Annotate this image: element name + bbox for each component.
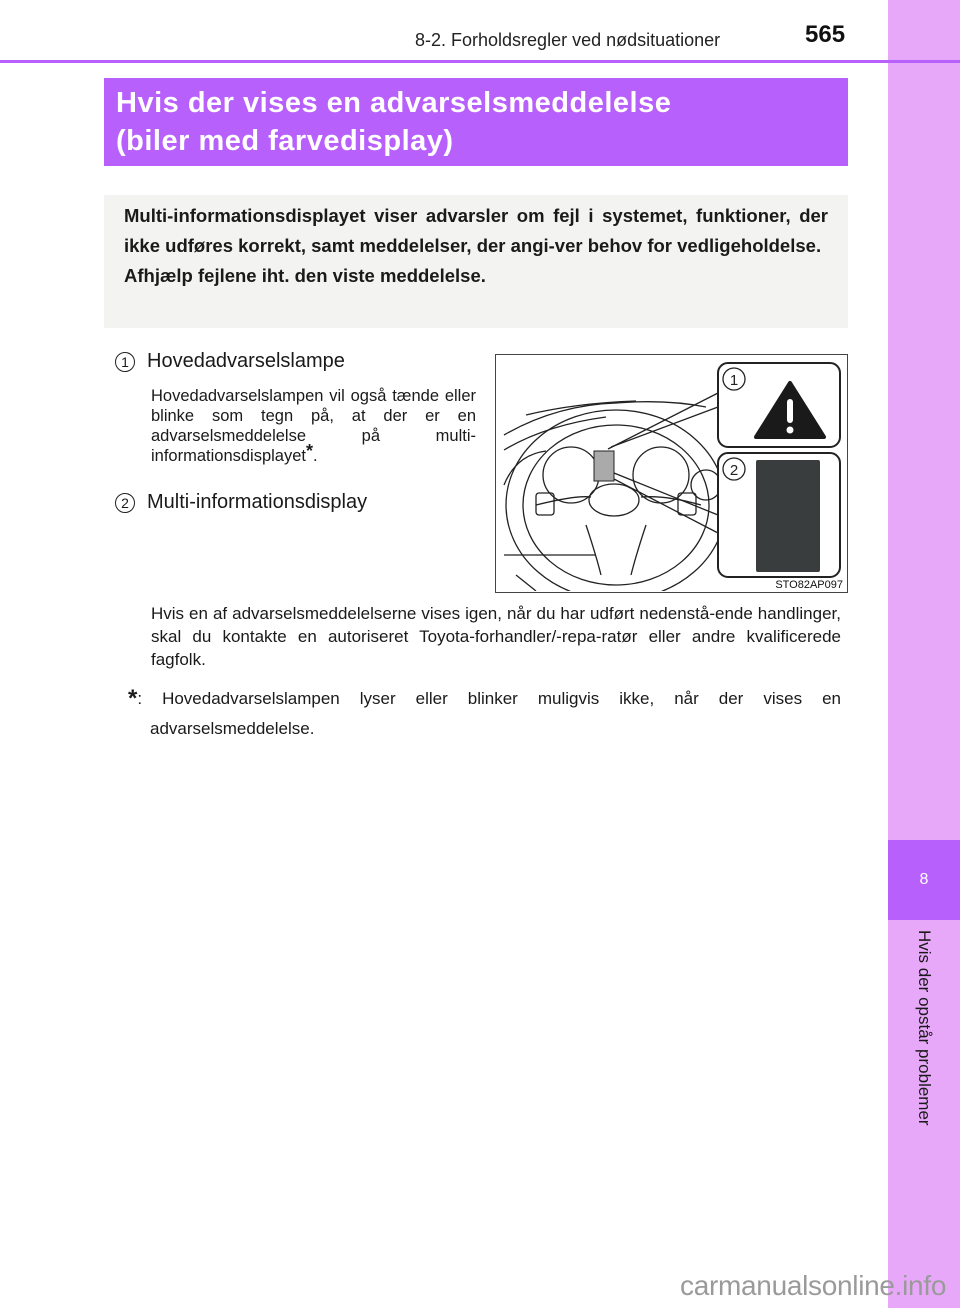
intro-box xyxy=(104,195,848,328)
footnote-line-2: advarselsmeddelelse. xyxy=(150,719,315,738)
footnote-star: * xyxy=(128,685,138,712)
chapter-number-tab xyxy=(888,840,960,920)
chapter-title: Hvis der opstår problemer xyxy=(915,930,934,1126)
title-line-2: (biler med farvedisplay) xyxy=(116,125,454,157)
footnote-marker: * xyxy=(306,441,314,461)
item-2-title xyxy=(115,491,367,514)
item-1-description xyxy=(151,386,476,466)
item-1-desc-end: . xyxy=(313,447,318,465)
footnote-line-1: : Hovedadvarselslampen lyser eller blinker muligvis ikke, når der vises en xyxy=(137,689,841,708)
item-1-label: Hovedadvarselslampe xyxy=(147,350,345,372)
footnote xyxy=(128,684,841,744)
body-paragraph: Hvis en af advarselsmeddelelserne vises igen, når du har udført nedenstå-ende handlinger, skal du kontakte en autoriseret Toyota-forhandler/-repa-ratør eller andre kvalificerede fagfolk. xyxy=(151,604,841,669)
section-header: 8-2. Forholdsregler ved nødsituationer xyxy=(415,30,721,50)
item-1-title xyxy=(115,350,345,373)
steering-wheel-dashboard-icon xyxy=(496,355,846,591)
page-number: 565 xyxy=(805,21,846,48)
header-rule xyxy=(0,60,960,63)
item-1-desc-text: Hovedadvarselslampen vil også tænde eller blinke som tegn på, at der er en advarselsmeddelelse på multi-informationsdisplayet xyxy=(151,387,476,465)
title-line-1: Hvis der vises en advarselsmeddelelse xyxy=(116,87,672,119)
intro-instruction: Afhjælp fejlene iht. den viste meddelelse. xyxy=(124,265,486,286)
section-title xyxy=(104,78,848,166)
display-panel xyxy=(756,460,820,572)
intro-paragraph: Multi-informationsdisplayet viser advarsler om fejl i systemet, funktioner, der ikke udføres korrekt, samt meddelelser, der angi-ver behov for vedligeholdelse. xyxy=(124,205,828,256)
dashboard-illustration xyxy=(495,354,848,593)
chapter-title-tab xyxy=(888,930,960,1170)
chapter-number: 8 xyxy=(919,871,929,888)
figure-code: STO82AP097 xyxy=(775,579,843,591)
number-1-icon: 1 xyxy=(115,352,135,372)
item-2-label: Multi-informationsdisplay xyxy=(147,491,368,513)
number-2-icon: 2 xyxy=(115,493,135,513)
svg-text:2: 2 xyxy=(729,462,739,479)
svg-text:1: 1 xyxy=(729,372,739,389)
watermark[interactable]: carmanualsonline.info xyxy=(680,1270,947,1301)
